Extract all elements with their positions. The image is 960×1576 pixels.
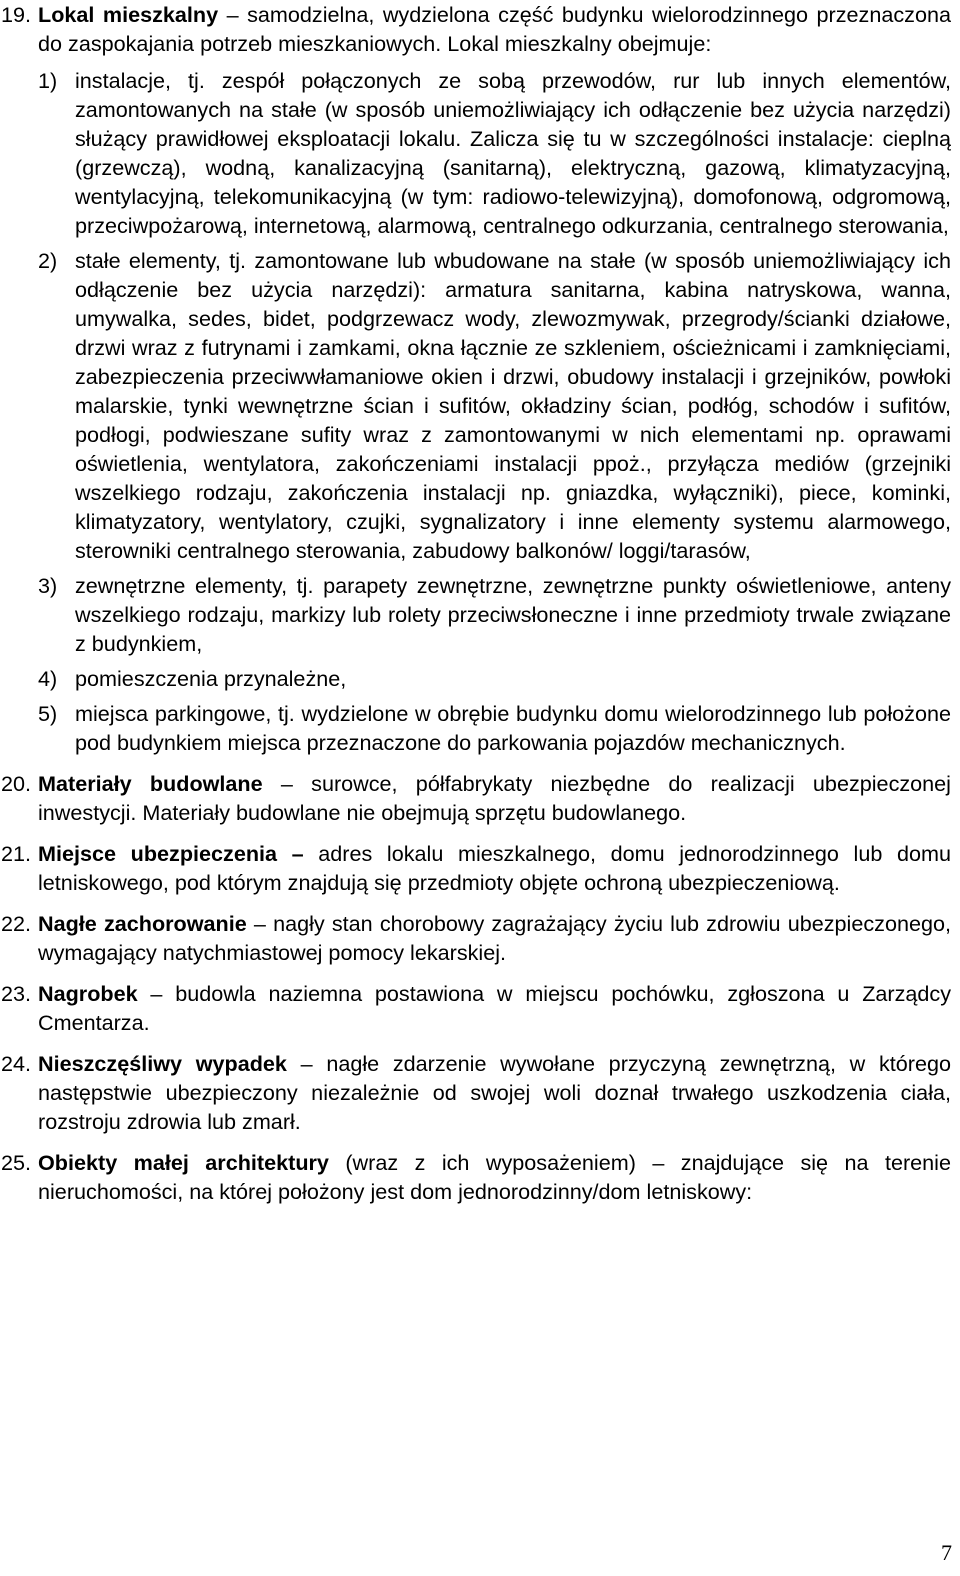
definition-item-19 [0, 0, 951, 58]
sublist-19 [0, 66, 951, 757]
definition-item-25 [0, 1148, 951, 1206]
item-number: 20. [1, 771, 32, 796]
definition-term: Nieszczęśliwy wypadek [38, 1051, 287, 1076]
sublist-item-3 [0, 571, 951, 658]
sublist-number: 4) [38, 666, 58, 691]
definition-text: (wraz z ich wyposażeniem) – znajdujące się na terenie nieruchomości, na której położony jest dom jednorodzinny/dom letniskowy: [38, 1150, 951, 1204]
definition-term: Nagrobek [38, 981, 138, 1006]
sublist-number: 2) [38, 248, 58, 273]
page-number: 7 [941, 1540, 952, 1565]
item-number: 23. [1, 981, 32, 1006]
sublist-item-5 [0, 699, 951, 757]
sublist-text: stałe elementy, tj. zamontowane lub wbudowane na stałe (w sposób uniemożliwiający ich odłączenie bez użycia narzędzi): armatura sanitarna, kabina natryskowa, wanna, umywalka, sedes, bidet, podgrzewacz wody, zlewozmywak, przegrody/ścianki działowe, drzwi wraz z futrynami i zamkami, okna łącznie ze szkleniem, ościeżnicami i zamknięciami, zabezpieczenia przeciwwłamaniowe okien i drzwi, obudowy instalacji i grzejników, powłoki malarskie, tynki wewnętrzne ścian i sufitów, okładziny ścian, podłóg, schodów i sufitów, podłogi, podwieszane sufity wraz z zamontowanymi w nich elementami np. oprawami oświetlenia, wentylatora, zakończeniami instalacji ppoż., przyłącza mediów (grzejniki wszelkiego rodzaju, zakończenia instalacji np. gniazdka, wyłączniki), piece, kominki, klimatyzatory, wentylatory, czujki, sygnalizatory i inne elementy systemu alarmowego, sterowniki centralnego sterowania, zabudowy balkonów/ loggi/tarasów, [75, 248, 951, 563]
sublist-text: zewnętrzne elementy, tj. parapety zewnętrzne, zewnętrzne punkty oświetleniowe, anteny wszelkiego rodzaju, markizy lub rolety przeciwsłoneczne i inne przedmioty trwale związane z budynkiem, [75, 573, 951, 656]
definition-term: Nagłe zachorowanie [38, 911, 247, 936]
definition-term: Obiekty małej architektury [38, 1150, 329, 1175]
definition-text: – samodzielna, wydzielona część budynku wielorodzinnego przeznaczona do zaspokajania potrzeb mieszkaniowych. Lokal mieszkalny obejmuje: [38, 2, 951, 56]
definition-term: Materiały budowlane [38, 771, 263, 796]
sublist-number: 3) [38, 573, 58, 598]
definition-text: – budowla naziemna postawiona w miejscu pochówku, zgłoszona u Zarządcy Cmentarza. [38, 981, 951, 1035]
definition-item-21 [0, 839, 951, 897]
sublist-number: 1) [38, 68, 58, 93]
definition-item-24 [0, 1049, 951, 1136]
item-number: 24. [1, 1051, 32, 1076]
definition-term: Miejsce ubezpieczenia – [38, 841, 304, 866]
sublist-number: 5) [38, 701, 58, 726]
definition-item-23 [0, 979, 951, 1037]
definition-item-22 [0, 909, 951, 967]
definition-item-20 [0, 769, 951, 827]
sublist-item-1 [0, 66, 951, 240]
item-number: 25. [1, 1150, 32, 1175]
definition-text: – nagły stan chorobowy zagrażający życiu lub zdrowiu ubezpieczonego, wymagający natychmiastowej pomocy lekarskiej. [38, 911, 951, 965]
sublist-text: pomieszczenia przynależne, [75, 666, 347, 691]
definition-text: adres lokalu mieszkalnego, domu jednorodzinnego lub domu letniskowego, pod którym znajdują się przedmioty objęte ochroną ubezpieczeniową. [38, 841, 951, 895]
sublist-text: miejsca parkingowe, tj. wydzielone w obrębie budynku domu wielorodzinnego lub położone pod budynkiem miejsca przeznaczone do parkowania pojazdów mechanicznych. [75, 701, 951, 755]
sublist-item-2 [0, 246, 951, 565]
item-number: 19. [1, 2, 32, 27]
sublist-text: instalacje, tj. zespół połączonych ze sobą przewodów, rur lub innych elementów, zamontowanych na stałe (w sposób uniemożliwiający ich odłączenie bez użycia narzędzi) służący prawidłowej eksploatacji lokalu. Zalicza się tu w szczególności instalacje: cieplną (grzewczą), wodną, kanalizacyjną (sanitarną), elektryczną, gazową, klimatyzacyjną, wentylacyjną, telekomunikacyjną (w tym: radiowo-telewizyjną), domofonową, odgromową, przeciwpożarową, internetową, alarmową, centralnego odkurzania, centralnego sterowania, [75, 68, 951, 238]
sublist-item-4 [0, 664, 951, 693]
item-number: 22. [1, 911, 32, 936]
definition-text: – nagłe zdarzenie wywołane przyczyną zewnętrzną, w którego następstwie ubezpieczony niezależnie od swojej woli doznał trwałego uszkodzenia ciała, rozstroju zdrowia lub zmarł. [38, 1051, 951, 1134]
item-number: 21. [1, 841, 32, 866]
definition-text: – surowce, półfabrykaty niezbędne do realizacji ubezpieczonej inwestycji. Materiały budowlane nie obejmują sprzętu budowlanego. [38, 771, 951, 825]
definition-term: Lokal mieszkalny [38, 2, 219, 27]
